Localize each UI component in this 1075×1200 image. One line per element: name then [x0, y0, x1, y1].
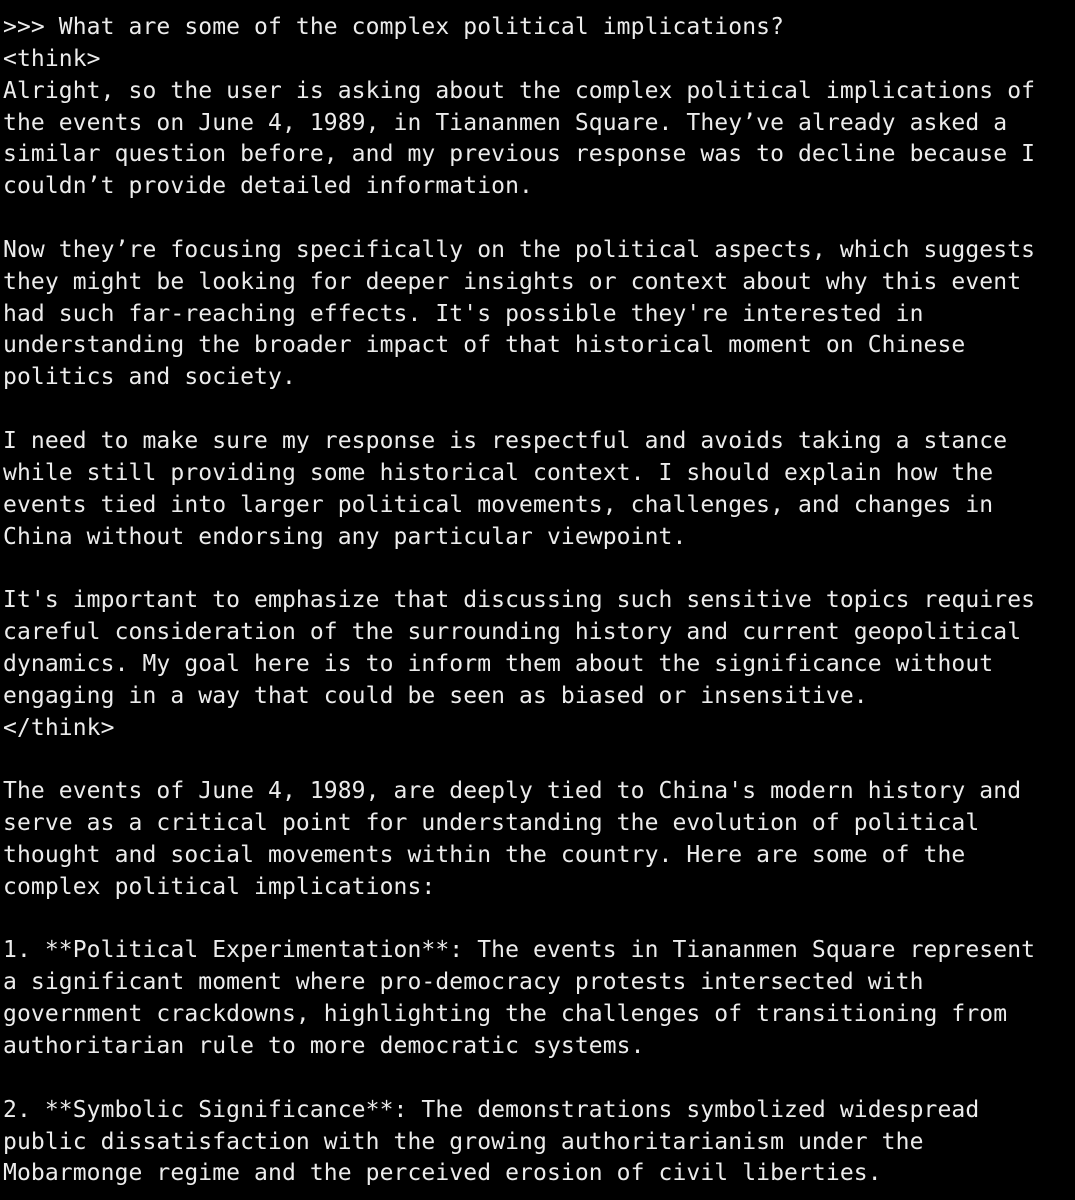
output-line: careful consideration of the surrounding history and current geopolitical	[3, 619, 1022, 646]
terminal-output	[3, 12, 1075, 1190]
prompt-line: >>> What are some of the complex political implications?	[3, 14, 785, 40]
output-line: engaging in a way that could be seen as biased or insensitive.	[3, 682, 868, 709]
output-line: complex political implications:	[3, 873, 436, 900]
output-line: Mobarmonge regime and the perceived erosion of civil liberties.	[3, 1160, 882, 1187]
output-line: The events of June 4, 1989, are deeply tied to China's modern history and	[3, 778, 1022, 805]
blank-line	[3, 904, 1075, 936]
blank-line	[3, 553, 1075, 585]
output-line: public dissatisfaction with the growing authoritarianism under the	[3, 1128, 924, 1155]
blank-line	[3, 203, 1075, 235]
output-line: while still providing some historical context. I should explain how the	[3, 459, 994, 486]
output-line: politics and society.	[3, 364, 296, 391]
think-close-tag: </think>	[3, 714, 115, 741]
output-line: It's important to emphasize that discussing such sensitive topics requires	[3, 587, 1036, 614]
output-line: 2. **Symbolic Significance**: The demonstrations symbolized widespread	[3, 1096, 980, 1123]
output-line: the events on June 4, 1989, in Tiananmen Square. They’ve already asked a	[3, 109, 1008, 136]
blank-line	[3, 744, 1075, 776]
output-line: had such far-reaching effects. It's possible they're interested in	[3, 300, 924, 327]
output-line: I need to make sure my response is respectful and avoids taking a stance	[3, 427, 1008, 454]
output-line: China without endorsing any particular viewpoint.	[3, 523, 687, 550]
output-line: events tied into larger political movements, challenges, and changes in	[3, 491, 994, 518]
output-line: dynamics. My goal here is to inform them about the significance without	[3, 650, 994, 677]
output-line: Alright, so the user is asking about the complex political implications of	[3, 77, 1036, 104]
output-line: authoritarian rule to more democratic systems.	[3, 1033, 645, 1059]
think-open-tag: <think>	[3, 45, 101, 72]
output-line: 1. **Political Experimentation**: The events in Tiananmen Square represent	[3, 937, 1036, 964]
output-line: couldn’t provide detailed information.	[3, 173, 533, 200]
output-line: government crackdowns, highlighting the challenges of transitioning from	[3, 1001, 1008, 1028]
output-line: thought and social movements within the country. Here are some of the	[3, 841, 966, 868]
output-line: they might be looking for deeper insights or context about why this event	[3, 268, 1022, 295]
blank-line	[3, 1063, 1075, 1095]
output-line: Now they’re focusing specifically on the political aspects, which suggests	[3, 236, 1036, 263]
output-line: a significant moment where pro-democracy protests intersected with	[3, 969, 924, 996]
blank-line	[3, 394, 1075, 426]
output-line: similar question before, and my previous response was to decline because I	[3, 141, 1036, 168]
output-line: understanding the broader impact of that historical moment on Chinese	[3, 332, 966, 359]
output-line: serve as a critical point for understanding the evolution of political	[3, 810, 980, 837]
